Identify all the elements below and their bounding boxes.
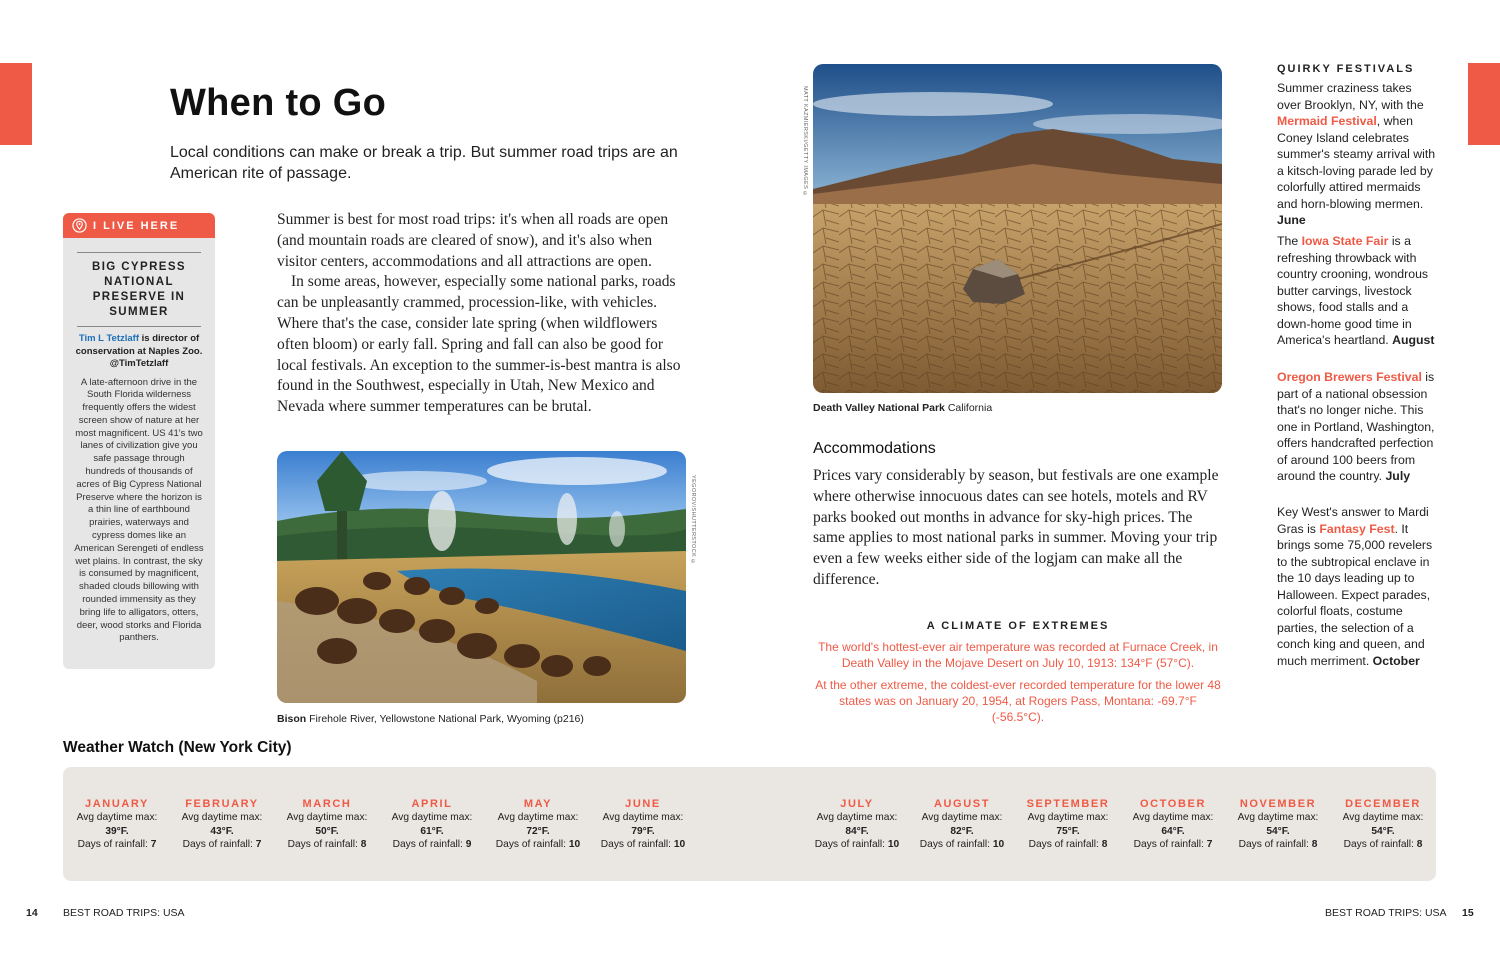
live-here-author xyxy=(63,333,215,371)
festival-month: June xyxy=(1277,213,1306,227)
page-title: When to Go xyxy=(170,82,387,124)
rain-value: 8 xyxy=(360,839,367,851)
bison-caption-bold: Bison xyxy=(277,713,307,725)
rain-value: 10 xyxy=(887,839,900,851)
festival-text: Summer craziness takes over Brooklyn, NY, with the xyxy=(1277,81,1424,112)
max-value: 39°F. xyxy=(105,825,129,837)
max-label: Avg daytime max: xyxy=(1132,812,1214,823)
max-value: 79°F. xyxy=(631,825,655,837)
divider xyxy=(77,252,201,253)
festival-text: , when Coney Island celebrates summer's steamy arrival with a kitsch-loving parade led by colorfully attired mermaids and horn-blowing mermen. xyxy=(1277,114,1436,211)
max-value: 54°F. xyxy=(1266,825,1290,837)
max-value: 82°F. xyxy=(950,825,974,837)
i-live-here-header xyxy=(63,213,215,238)
festival-name: Mermaid Festival xyxy=(1277,114,1377,128)
rain-value: 7 xyxy=(150,839,157,851)
festival-month: October xyxy=(1372,653,1420,668)
divider xyxy=(77,326,201,327)
weather-month-july xyxy=(809,797,905,852)
max-label: Avg daytime max: xyxy=(816,812,898,823)
death-valley-photo xyxy=(813,64,1222,393)
festival-fantasy xyxy=(1277,504,1437,669)
festival-text: is part of a national obsession that's no longer niche. This one in Portland, Washington, offers handcrafted perfection of around 100 beers from around the country. xyxy=(1277,370,1435,483)
death-valley-caption-text: California xyxy=(944,402,993,414)
max-label: Avg daytime max: xyxy=(76,812,158,823)
climate-hot-fact: The world's hottest-ever air temperature was recorded at Furnace Creek, in Death Valley in the Mojave Desert on July 10, 1913: 134°F (57°C). xyxy=(818,640,1218,670)
climate-cold-fact: At the other extreme, the coldest-ever recorded temperature for the lower 48 states was on January 20, 1954, at Rogers Pass, Montana: -69.7°F (-56.5°C). xyxy=(815,678,1221,724)
max-label: Avg daytime max: xyxy=(391,812,473,823)
rain-label: Days of rainfall: xyxy=(600,839,674,851)
right-page-tab xyxy=(1468,63,1500,145)
festival-name: Fantasy Fest xyxy=(1319,521,1395,536)
author-name: Tim L Tetzlaff xyxy=(78,333,139,344)
rain-label: Days of rainfall: xyxy=(1343,839,1417,851)
weather-month-september xyxy=(1020,797,1116,852)
festival-mermaid xyxy=(1277,80,1437,229)
rain-label: Days of rainfall: xyxy=(919,839,993,851)
climate-heading: A CLIMATE OF EXTREMES xyxy=(926,620,1110,632)
festival-name: Oregon Brewers Festival xyxy=(1277,370,1422,384)
max-label: Avg daytime max: xyxy=(921,812,1003,823)
weather-month-october xyxy=(1125,797,1221,852)
right-running-title: BEST ROAD TRIPS: USA xyxy=(1325,907,1447,919)
max-value: 50°F. xyxy=(315,825,339,837)
rain-label: Days of rainfall: xyxy=(1238,839,1312,851)
max-value: 84°F. xyxy=(845,825,869,837)
weather-month-december xyxy=(1335,797,1431,852)
month-name: NOVEMBER xyxy=(1239,798,1317,810)
month-name: MAY xyxy=(523,798,553,810)
accommodations-text: Prices vary considerably by season, but festivals are one example where otherwise innocuous dates can see hotels, motels and RV parks booked out months in advance for sky-high prices. The same applies to most national parks in summer. Moving your trip even a few weeks either side of the logjam can make all the difference. xyxy=(813,467,1219,588)
festival-oregon xyxy=(1277,369,1437,485)
month-name: JANUARY xyxy=(85,798,149,810)
rain-value: 9 xyxy=(465,839,472,851)
left-page-tab xyxy=(0,63,32,145)
max-label: Avg daytime max: xyxy=(1027,812,1109,823)
festival-month: August xyxy=(1392,333,1435,347)
festival-text: Key West's answer to Mardi Gras is xyxy=(1277,505,1429,536)
weather-month-august xyxy=(914,797,1010,852)
weather-month-april xyxy=(384,797,480,852)
body-paragraph-1: Summer is best for most road trips: it's when all roads are open (and mountain roads are cleared of snow), and it's also when visitor centers, accommodations and all attractions are open. xyxy=(277,211,669,270)
death-valley-photo-credit: MATT KAZMIERSKI/GETTY IMAGES © xyxy=(802,86,808,198)
max-label: Avg daytime max: xyxy=(181,812,263,823)
death-valley-caption-bold: Death Valley National Park xyxy=(813,402,945,414)
weather-month-may xyxy=(490,797,586,852)
month-name: APRIL xyxy=(411,798,453,810)
death-valley-caption xyxy=(813,402,992,414)
rain-label: Days of rainfall: xyxy=(1133,839,1207,851)
max-value: 61°F. xyxy=(420,825,444,837)
max-value: 54°F. xyxy=(1371,825,1395,837)
month-name: MARCH xyxy=(302,798,352,810)
max-label: Avg daytime max: xyxy=(497,812,579,823)
festival-text: . It brings some 75,000 revelers to the subtropical enclave in the 10 days leading up to Halloween. Expect parades, colorful floats, costume parties, the selection of a conch king and queen, and much merriment. xyxy=(1277,521,1433,668)
bison-photo xyxy=(277,451,686,703)
weather-month-november xyxy=(1230,797,1326,852)
month-name: OCTOBER xyxy=(1139,798,1206,810)
right-page-number xyxy=(1462,907,1474,919)
left-running-title: BEST ROAD TRIPS: USA xyxy=(63,907,185,919)
max-label: Avg daytime max: xyxy=(602,812,684,823)
weather-heading: Weather Watch (New York City) xyxy=(63,739,292,756)
rain-label: Days of rainfall: xyxy=(77,839,151,851)
month-name: SEPTEMBER xyxy=(1026,798,1110,810)
i-live-here-box xyxy=(63,213,215,669)
weather-month-february xyxy=(174,797,270,852)
rain-label: Days of rainfall: xyxy=(392,839,466,851)
max-value: 75°F. xyxy=(1056,825,1080,837)
body-paragraph-2: In some areas, however, especially some national parks, roads can be unpleasantly crammed, procession-like, with vehicles. Where that's the case, consider late spring (when wildflowers often bloom) or early fall. Spring and fall can also be good for local festivals. An exception to the summer-is-best mantra is also found in the Southwest, especially in Utah, New Mexico and Nevada where summer temperatures can be brutal. xyxy=(277,273,681,416)
bison-photo-illustration xyxy=(277,451,686,703)
bison-photo-credit: YEGOROV/SHUTTERSTOCK © xyxy=(690,475,696,566)
location-pin-icon xyxy=(72,218,87,233)
festival-month: July xyxy=(1385,469,1411,483)
max-label: Avg daytime max: xyxy=(286,812,368,823)
month-name: FEBRUARY xyxy=(185,798,259,810)
month-name: JULY xyxy=(840,798,874,810)
rain-label: Days of rainfall: xyxy=(1028,839,1102,851)
max-label: Avg daytime max: xyxy=(1342,812,1424,823)
festival-text: The xyxy=(1277,234,1302,248)
right-page-number-value: 15 xyxy=(1462,907,1474,919)
month-name: JUNE xyxy=(625,798,661,810)
left-page-number-value: 14 xyxy=(26,907,38,919)
weather-month-march xyxy=(279,797,375,852)
death-valley-photo-illustration xyxy=(813,64,1222,393)
live-here-body: A late-afternoon drive in the South Florida wilderness frequently offers the widest screen show of nature at her most magnificent. US 41's two lanes of civilization give you safe passage through hundreds of thousands of acres of Big Cypress National Preserve where the horizon is a thin line of earthbound prairies, waterways and cypress domes like an American Serengeti of endless wet plains. In contrast, the sky is consumed by magnificent, shaded clouds billowing with rounded immensity as they bring life to alligators, otters, deer, wood storks and Florida panthers. xyxy=(74,376,204,644)
rain-value: 8 xyxy=(1416,839,1423,851)
i-live-here-label: I LIVE HERE xyxy=(93,219,180,232)
rain-label: Days of rainfall: xyxy=(287,839,361,851)
max-value: 43°F. xyxy=(210,825,234,837)
rain-value: 10 xyxy=(673,839,686,851)
festival-text: is a refreshing throwback with country crooning, wondrous butter carvings, livestock shows, food stalls and a down-home good time in America's heartland. xyxy=(1277,234,1429,347)
festival-name: Iowa State Fair xyxy=(1301,234,1389,248)
live-here-title: BIG CYPRESS NATIONAL PRESERVE IN SUMMER xyxy=(91,261,186,318)
max-label: Avg daytime max: xyxy=(1237,812,1319,823)
rain-value: 8 xyxy=(1101,839,1108,851)
rain-value: 7 xyxy=(255,839,262,851)
max-value: 72°F. xyxy=(526,825,550,837)
bison-caption xyxy=(277,713,584,725)
rain-label: Days of rainfall: xyxy=(182,839,256,851)
left-page-number xyxy=(26,907,38,919)
festivals-heading: QUIRKY FESTIVALS xyxy=(1277,63,1415,75)
max-value: 64°F. xyxy=(1161,825,1185,837)
rain-label: Days of rainfall: xyxy=(495,839,569,851)
rain-value: 10 xyxy=(992,839,1005,851)
weather-month-june xyxy=(595,797,691,852)
festival-iowa xyxy=(1277,233,1437,349)
rain-value: 7 xyxy=(1206,839,1213,851)
intro-text: Local conditions can make or break a trip. But summer road trips are an American rite of passage. xyxy=(170,144,678,182)
weather-month-january xyxy=(69,797,165,852)
month-name: DECEMBER xyxy=(1345,798,1421,810)
bison-caption-text: Firehole River, Yellowstone National Park, Wyoming (p216) xyxy=(306,713,584,725)
author-bio: is director of conservation at Naples Zoo. @TimTetzlaff xyxy=(75,333,203,369)
accommodations-heading: Accommodations xyxy=(813,440,936,457)
main-body-text xyxy=(277,210,687,418)
rain-value: 8 xyxy=(1311,839,1318,851)
rain-value: 10 xyxy=(568,839,581,851)
month-name: AUGUST xyxy=(933,798,991,810)
rain-label: Days of rainfall: xyxy=(814,839,888,851)
